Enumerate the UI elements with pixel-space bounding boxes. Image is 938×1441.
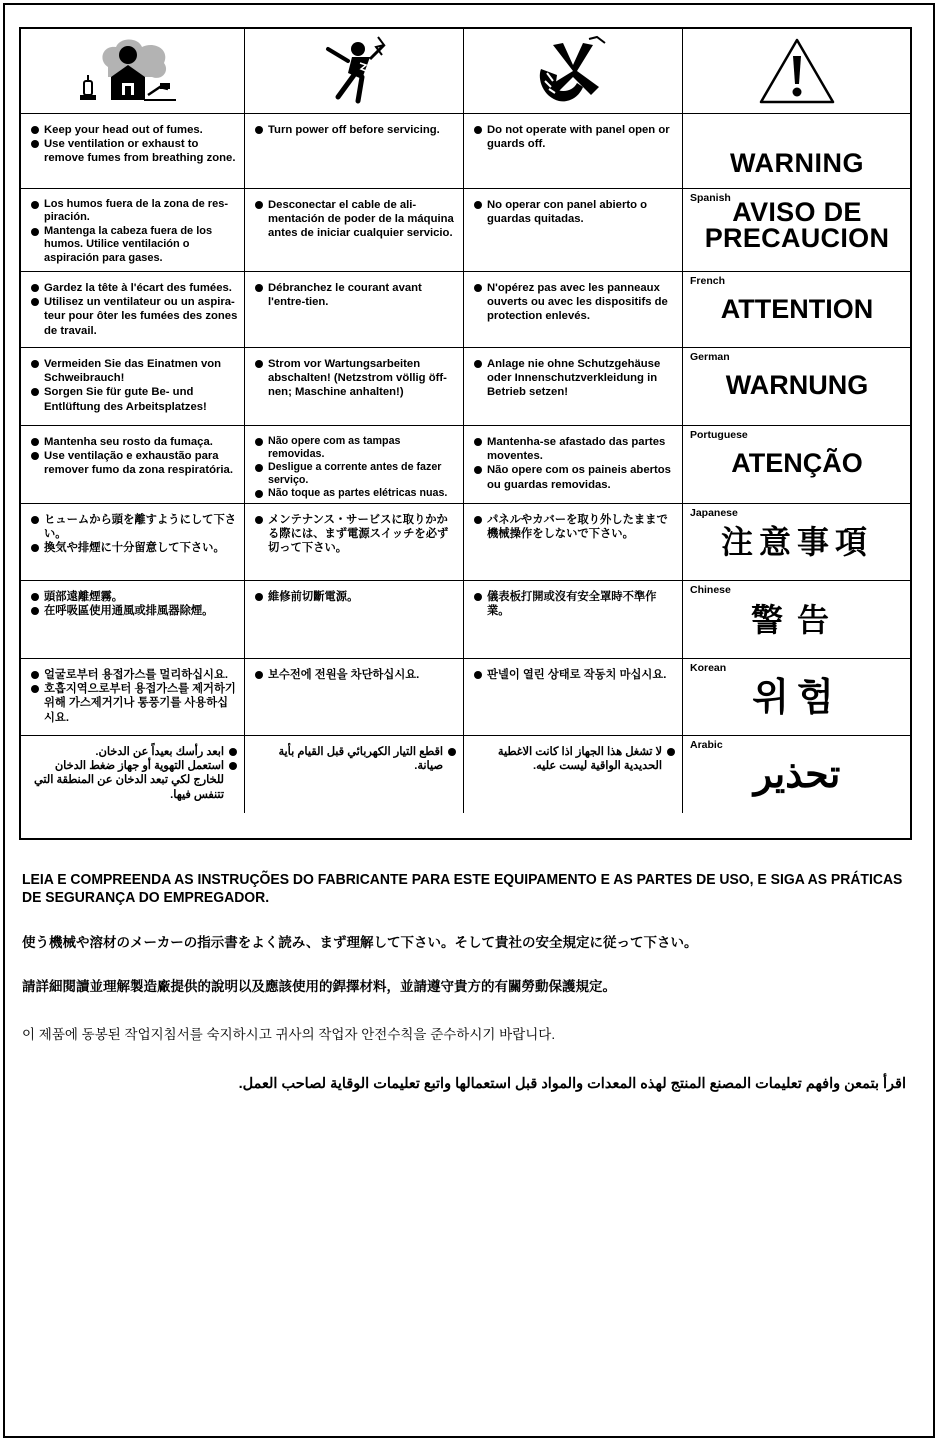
list-item: Não opere com os paineis abertos ou guardas removidas.	[473, 463, 676, 491]
list-item: ヒュームから頭を離すようにして下さい。	[30, 513, 238, 541]
list-item: 얼굴로부터 용접가스를 멀리하십시요.	[30, 668, 238, 682]
list-item: Gardez la tête à l'écart des fumées.	[30, 281, 238, 295]
list-item: N'opérez pas avec les panneaux ouverts ou avec les dispositifs de protection enlevés.	[473, 281, 676, 324]
electric-shock-icon-cell	[245, 29, 464, 114]
signal-word-text: تحذير	[753, 754, 841, 796]
electric-shock-icon	[314, 35, 394, 107]
list-item: パネルやカバーを取り外したままで機械操作をしないで下さい。	[473, 513, 676, 541]
panel-instruction-ja	[464, 504, 683, 581]
language-label: French	[690, 275, 726, 287]
list-item: 維修前切斷電源。	[254, 590, 457, 604]
power-instruction-de	[245, 348, 464, 426]
list-item: メンテナンス・サービスに取りかかる際には、まず電源スイッチを必ず切って下さい。	[254, 513, 457, 556]
signal-word-text: ATENÇÃO	[731, 448, 863, 478]
fumes-instruction-ja	[21, 504, 245, 581]
moving-parts-hand-icon	[533, 35, 613, 107]
signal-word-ja	[683, 504, 910, 581]
panel-instruction-de	[464, 348, 683, 426]
signal-word-pt	[683, 426, 910, 504]
footer-instruction-ar: اقرأ بتمعن وافهم تعليمات المصنع المنتج لهذه المعدات والمواد قبل استعمالها واتبع تعليمات الوقاية لصاحب العمل.	[238, 1076, 906, 1092]
list-item: 頭部遠離煙霧。	[30, 590, 238, 604]
list-item: Débranchez le courant avant l'entre-tien.	[254, 281, 457, 309]
panel-instruction-ar	[464, 736, 683, 813]
warning-triangle-icon	[757, 36, 837, 106]
panel-instruction-en	[464, 114, 683, 189]
list-item: Mantenha seu rosto da fumaça.	[30, 435, 238, 449]
list-item: Use ventilation or exhaust to remove fumes from breathing zone.	[30, 137, 238, 165]
power-instruction-ko	[245, 659, 464, 736]
language-label: German	[690, 351, 730, 363]
list-item: Turn power off before servicing.	[254, 123, 457, 137]
footer-instruction-ja: 使う機械や溶材のメーカーの指示書をよく読み、まず理解して下さい。そして貴社の安全規定に従って下さい。	[22, 935, 698, 950]
list-item: Utilisez un ventilateur ou un aspira-teur pour ôter les fumées des zones de travail.	[30, 295, 238, 338]
fumes-instruction-fr	[21, 272, 245, 348]
list-item: No operar con panel abierto o guardas quitadas.	[473, 198, 676, 226]
signal-word-text: WARNUNG	[725, 370, 869, 400]
power-instruction-fr	[245, 272, 464, 348]
fumes-instruction-pt	[21, 426, 245, 504]
list-item: Não toque as partes elétricas nuas.	[254, 487, 457, 500]
list-item: Use ventilação e exhaustão para remover fumo da zona respiratória.	[30, 449, 238, 477]
signal-word-fr	[683, 272, 910, 348]
list-item: 儀表板打開或沒有安全罩時不準作業。	[473, 590, 676, 618]
list-item: Não opere com as tampas removidas.	[254, 435, 457, 461]
signal-word-ar	[683, 736, 910, 813]
signal-word-text: 注意事項	[720, 524, 873, 560]
signal-word-text: 警告	[750, 602, 843, 638]
list-item: لا تشغل هذا الجهاز اذا كانت الاغطية الحديدية الواقية ليست عليه.	[473, 745, 676, 773]
language-label: Portuguese	[690, 429, 748, 441]
signal-word-text: AVISO DE PRECAUCION	[704, 197, 890, 253]
fumes-instruction-zh	[21, 581, 245, 659]
signal-word-ko	[683, 659, 910, 736]
list-item: Vermeiden Sie das Einatmen von Schweibrauch!	[30, 357, 238, 385]
list-item: Desligue a corrente antes de fazer serviço.	[254, 461, 457, 487]
power-instruction-es	[245, 189, 464, 272]
fumes-instruction-en	[21, 114, 245, 189]
power-instruction-ja	[245, 504, 464, 581]
list-item: اقطع التيار الكهربائي قبل القيام بأية صيانة.	[254, 745, 457, 773]
language-label: Arabic	[690, 739, 723, 751]
fumes-instruction-es	[21, 189, 245, 272]
signal-word-zh	[683, 581, 910, 659]
list-item: ابعد رأسك بعيداً عن الدخان.	[30, 745, 238, 759]
fumes-icon-cell	[21, 29, 245, 114]
panel-instruction-zh	[464, 581, 683, 659]
list-item: Sorgen Sie für gute Be- und Entlüftung des Arbeitsplatzes!	[30, 385, 238, 413]
language-label: Chinese	[690, 584, 731, 596]
moving-parts-icon-cell	[464, 29, 683, 114]
language-label: Japanese	[690, 507, 738, 519]
list-item: Do not operate with panel open or guards off.	[473, 123, 676, 151]
list-item: 판넬이 열린 상태로 작동치 마십시요.	[473, 668, 676, 682]
warning-triangle-icon-cell	[683, 29, 910, 114]
list-item: استعمل التهوية أو جهاز ضغط الدخان للخارج لكي تبعد الدخان عن المنطقة التي تتنفس فيها.	[30, 759, 238, 802]
fumes-instruction-ko	[21, 659, 245, 736]
signal-word-text: ATTENTION	[720, 294, 874, 324]
power-instruction-en	[245, 114, 464, 189]
footer-instruction-zh: 請詳細閱讀並理解製造廠提供的說明以及應該使用的銲擇材料，並請遵守貴方的有關勞動保護規定。	[22, 979, 616, 994]
list-item: Mantenha-se afastado das partes moventes.	[473, 435, 676, 463]
list-item: Anlage nie ohne Schutzgehäuse oder Innenschutzverkleidung in Betrieb setzen!	[473, 357, 676, 400]
panel-instruction-pt	[464, 426, 683, 504]
panel-instruction-ko	[464, 659, 683, 736]
language-label: Spanish	[690, 192, 731, 204]
list-item: 보수전에 전원을 차단하십시요.	[254, 668, 457, 682]
warning-label-table	[19, 27, 912, 840]
panel-instruction-es	[464, 189, 683, 272]
list-item: Keep your head out of fumes.	[30, 123, 238, 137]
signal-word-es	[683, 189, 910, 272]
power-instruction-zh	[245, 581, 464, 659]
list-item: Strom vor Wartungsarbeiten abschalten! (Netzstrom völlig öff-nen; Maschine anhalten!)	[254, 357, 457, 400]
fumes-instruction-ar	[21, 736, 245, 813]
language-label: Korean	[690, 662, 727, 674]
list-item: 호흡지역으로부터 용접가스를 제거하기 위해 가스제거기나 통풍기를 사용하십시요.	[30, 682, 238, 725]
signal-word-text: WARNING	[730, 148, 864, 178]
power-instruction-ar	[245, 736, 464, 813]
list-item: 在呼吸區使用通風或排風器除煙。	[30, 604, 238, 618]
list-item: Los humos fuera de la zona de res-piración.	[30, 198, 238, 225]
signal-word-en	[683, 114, 910, 189]
power-instruction-pt	[245, 426, 464, 504]
signal-word-text: 위험	[752, 677, 842, 719]
list-item: 換気や排煙に十分留意して下さい。	[30, 541, 238, 555]
signal-word-de	[683, 348, 910, 426]
list-item: Mantenga la cabeza fuera de los humos. Utilice ventilación o aspiración para gases.	[30, 225, 238, 265]
footer-instruction-pt: LEIA E COMPREENDA AS INSTRUÇÕES DO FABRICANTE PARA ESTE EQUIPAMENTO E AS PARTES DE USO, E SIGA AS PRÁTICAS DE SEGURANÇA DO EMPREGADOR.	[22, 871, 903, 906]
list-item: Desconectar el cable de ali-mentación de poder de la máquina antes de iniciar cualquier servicio.	[254, 198, 457, 241]
footer-instruction-ko: 이 제품에 동봉된 작업지침서를 숙지하시고 귀사의 작업자 안전수칙을 준수하시기 바랍니다.	[22, 1027, 556, 1042]
fumes-instruction-de	[21, 348, 245, 426]
panel-instruction-fr	[464, 272, 683, 348]
fumes-icon	[78, 37, 188, 105]
